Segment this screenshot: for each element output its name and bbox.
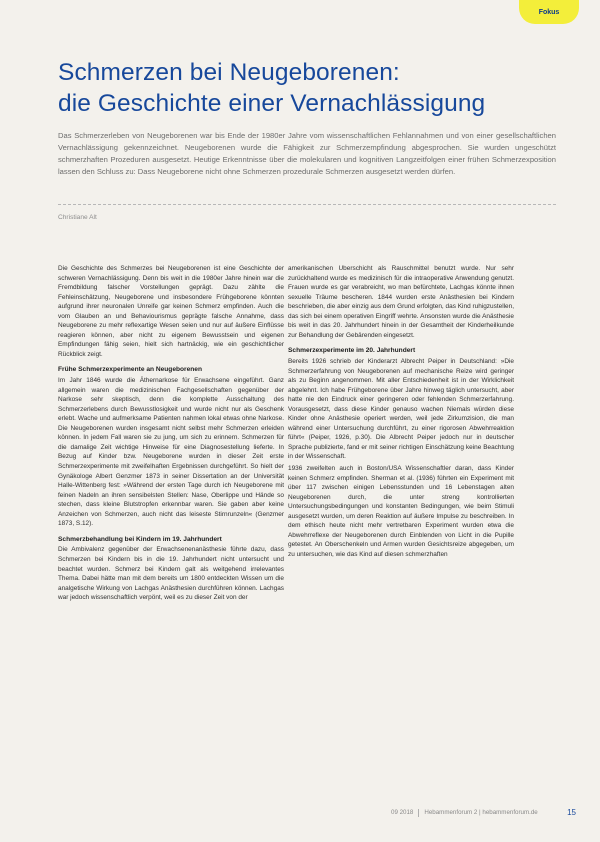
- intro-paragraph: Die Geschichte des Schmerzes bei Neugeborenen ist eine Geschichte der schweren Vernachlässigung. Denn bis weit in die 1980er Jahre hinein war die Fremdbildung falscher Vorstellungen geprägt. Dazu zählte die Fehleinschätzung, Neugeborene und insbesondere Frühgeborene könnten aufgrund ihrer neuronalen Unreife gar keinen Schmerz empfinden. Auch die vom Glauben an und Behaviourismus geprägte falsche Annahme, dass Neugeborene zu mehr reflexartige Wesen seien und nur auf äußere Einflüsse reagieren können, aber nicht zu eigenem Bewusstsein und eigenen Empfindungen fähig seien, hielt sich hartnäckig, wie ein geschichtlicher Rückblick zeigt.: [58, 265, 284, 358]
- author-name: Christiane Alt: [58, 214, 97, 221]
- section-heading-early-experiments: Frühe Schmerzexperimente an Neugeborenen: [58, 366, 203, 374]
- left-column: [58, 264, 284, 603]
- section-badge: Fokus: [519, 0, 579, 24]
- paragraph-20th-century-2: 1936 zweifelten auch in Boston/USA Wissenschaftler daran, dass Kinder keinen Schmerz empfinden. Sherman et al. (1936) führten ein Experiment mit über 117 zwischen einigen Lebensstunden und 16 Lebenstagen alten Neugeborenen durch, die unter streng kontrollierten Untersuchungsbedingungen und konstanten Bedingungen, wie beim Stimuli ausgesetzt wurden, um deren Reaktion auf äußere Impulse zu beschreiben. In dem ethisch heute nicht mehr vertretbaren Experiment wurden etwa die Abwehrreflexe der Neugeborenen durch Einblenden von Licht in die Pupille getestet. An Oberschenkeln und Armen wurden Gesichtsreize abgegeben, um zu untersuchen, wie das Kind auf diesen schmerzhaften: [288, 464, 514, 558]
- footer-separator: [418, 809, 419, 817]
- right-column: [288, 264, 514, 559]
- paragraph-continued: amerikanischen Uberschicht als Rauschmittel benutzt wurde. Nur sehr zurückhaltend wurde es medizinisch für die intraoperative Anwendung genutzt. Frauen wurde es gar verabreicht, wo man befürchtete, Lachgas könnte ihnen sexuelle Träume bescheren. 1844 wurden erste Anästhesien bei Kindern beschrieben, die aber einzig aus dem Grund erfolgten, das Kind ruhigzustellen, das sich bei einem operativen Eingriff wehrte. Ansonsten wurde die Anästhesie bis weit in das 20. Jahrhundert hinein in der Gesamtheit der Kinderheilkunde zur Behandlung der Gebärenden eingesetzt.: [288, 265, 514, 339]
- section-heading-19th-century: Schmerzbehandlung bei Kindern im 19. Jahrhundert: [58, 535, 222, 543]
- paragraph-20th-century-1: Bereits 1926 schrieb der Kinderarzt Albrecht Peiper in Deutschland: »Die Schmerzerfahrung von Neugeborenen auf mechanische Reize wird geringer als zu Beginn angenommen. Mit aller Entschiedenheit ist in der Wirklichkeit abgelehnt. Ich habe Frühgeborene über Jahre hinweg täglich untersucht, aber hatte nie den Eindruck einer geringeren oder fehlenden Schmerzerfahrung. Vorausgesetzt, dass diese Kinder genauso wachen Niemals würden diese Kinder ohne Anästhesie operiert werden, weil jede Zirkumzision, die man während einer Untersuchung durchführt, zu einer rigorosen Abwehrreaktion führt« (Peiper, 1926, p.30). Die Albrecht Peiper jedoch nur in deutscher Sprache publizierte, fand er mit seiner richtigen Einschätzung keine Beachtung in der Wissenschaft.: [288, 357, 514, 461]
- lead-divider: [58, 204, 556, 205]
- footer-issue: 09 2018: [391, 809, 414, 816]
- page-footer: [391, 808, 576, 817]
- title-line-1: Schmerzen bei Neugeborenen:: [58, 59, 400, 86]
- lead-paragraph: Das Schmerzerleben von Neugeborenen war bis Ende der 1980er Jahre vom wissenschaftlichen Fehlannahmen und von einer gesellschaftlichen Vernachlässigung gekennzeichnet. Neugeborenen wurde die Fähigkeit zur Schmerzempfindung abgesprochen. Sie wurden ungeschützt schmerzhaften Prozeduren ausgesetzt. Heutige Erkenntnisse über die molekularen und kognitiven Langzeitfolgen einer frühen Schmerzexposition lassen den Schluss zu: Dass Neugeborene nicht ohne Schmerzen prozedurale Schmerzen ausgesetzt werden dürfen.: [58, 131, 556, 176]
- page-number: 15: [567, 808, 576, 817]
- paragraph-19th-century: Die Ambivalenz gegenüber der Erwachsenenanästhesie führte dazu, dass Schmerzen bei Kindern bis in die 19. Jahrhundert nicht untersucht und beachtet wurden. Schmerz bei Kindern galt als weitgehend irrelevantes Thema. Dabei hätte man mit dem bereits um 1800 entdeckten Wissen um die analgetische Wirkung von Lachgas Anästhesien durchführen können. Lachgas war jedoch wissenschaftlich verpönt, weil es zu dieser Zeit von der: [58, 546, 284, 602]
- title-line-2: die Geschichte einer Vernachlässigung: [58, 90, 486, 117]
- footer-journal: Hebammenforum 2 | hebammenforum.de: [424, 809, 538, 816]
- paragraph-early-experiments: Im Jahr 1846 wurde die Äthernarkose für Erwachsene eingeführt. Ganz allgemein waren die medizinischen Fachgesellschaften gegenüber der Narkose sehr skeptisch, denn die komplette Ausschaltung des Schmerzerlebens durch Bewusstlosigkeit und wurde nicht nur als Geschenk erlebt. Wache und aufmerksame Patienten nahmen lokal etwas ohne Narkose. Die Neugeborenen wurden insgesamt nicht selbst mehr Schmerzen erleiden können. In jedem Fall waren sie zu jung, um sich zu erinnern. Schmerzen für die damalige Zeit wichtige Hinweise für eine Diagnosestellung lieferte. In Bezug auf Kinder bzw. Neugeborene wurden in dieser Zeit erste Schmerzexperimente mit zweifelhaften Ergebnissen durchgeführt. So hielt der Gynäkologe Albert Genzmer 1873 in seiner Dissertation an der Universität Halle-Wittenberg fest: »Während der ersten Tage durch ich Neugeborene mit feinen Nadeln an ihren sensibelsten Stellen: Nase, Oberlippe und Hände so stechen, dass kleine Blutstropfen erkennbar waren. Sie gaben aber keine Anzeichen von Schmerzen, auch nicht das leiseste Stirnrunzeln« (Genzmer 1873, S.12).: [58, 377, 284, 528]
- article-title: [58, 57, 578, 119]
- section-heading-20th-century: Schmerzexperimente im 20. Jahrhundert: [288, 347, 416, 355]
